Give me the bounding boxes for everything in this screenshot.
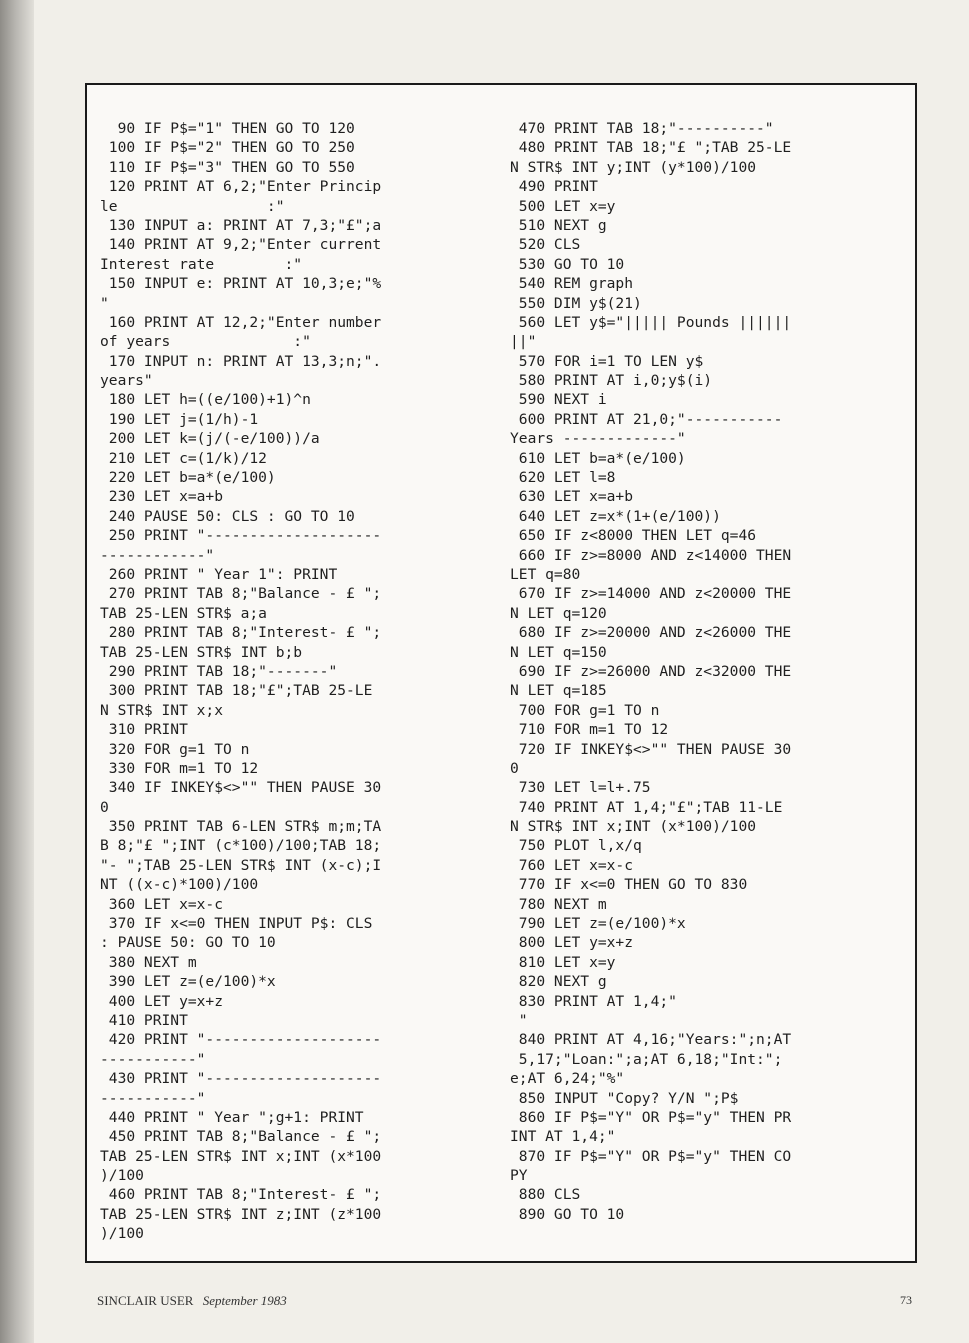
code-line: 200 LET k=(j/(-e/100))/a (100, 430, 320, 448)
code-line: 740 PRINT AT 1,4;"£";TAB 11-LE (510, 798, 783, 816)
code-line: TAB 25-LEN STR$ INT b;b (100, 643, 303, 661)
code-line: )/100 (100, 1167, 144, 1185)
code-line: 590 NEXT i (510, 391, 607, 409)
magazine-name: SINCLAIR USER (97, 1293, 194, 1308)
code-line: 530 GO TO 10 (510, 255, 625, 273)
code-line: 370 IF x<=0 THEN INPUT P$: CLS (100, 915, 373, 933)
code-line: 620 LET l=8 (510, 469, 616, 487)
code-line: 210 LET c=(1/k)/12 (100, 449, 267, 467)
code-line: ||" (510, 333, 537, 351)
code-line: 810 LET x=y (510, 953, 616, 971)
code-line: 600 PRINT AT 21,0;"----------- (510, 410, 783, 428)
code-line: 380 NEXT m (100, 953, 197, 971)
code-line: 310 PRINT (100, 721, 188, 739)
code-line: 300 PRINT TAB 18;"£";TAB 25-LE (100, 682, 373, 700)
code-line: 180 LET h=((e/100)+1)^n (100, 391, 311, 409)
code-line: )/100 (100, 1225, 144, 1243)
code-line: 250 PRINT "-------------------- (100, 527, 382, 545)
code-line: 890 GO TO 10 (510, 1205, 625, 1223)
code-line: 360 LET x=x-c (100, 895, 224, 913)
code-line: N LET q=150 (510, 643, 607, 661)
code-line: -----------" (100, 1089, 206, 1107)
code-line: ------------" (100, 546, 215, 564)
code-line: 580 PRINT AT i,0;y$(i) (510, 372, 713, 390)
code-line: 730 LET l=l+.75 (510, 779, 651, 797)
code-line: 150 INPUT e: PRINT AT 10,3;e;"% (100, 275, 382, 293)
page-footer (97, 1293, 287, 1309)
code-line: 650 IF z<8000 THEN LET q=46 (510, 527, 757, 545)
code-line: 400 LET y=x+z (100, 992, 224, 1010)
code-line: 0 (100, 798, 109, 816)
code-line: TAB 25-LEN STR$ INT x;INT (x*100 (100, 1147, 382, 1165)
code-line: 340 IF INKEY$<>"" THEN PAUSE 30 (100, 779, 382, 797)
page-gutter-shadow (0, 0, 34, 1343)
code-line: INT AT 1,4;" (510, 1128, 616, 1146)
code-line: 820 NEXT g (510, 973, 607, 991)
code-line: 760 LET x=x-c (510, 856, 634, 874)
code-line: 540 REM graph (510, 275, 634, 293)
code-line: 800 LET y=x+z (510, 934, 634, 952)
code-line: 420 PRINT "-------------------- (100, 1031, 382, 1049)
code-line: 640 LET z=x*(1+(e/100)) (510, 507, 721, 525)
code-line: 430 PRINT "-------------------- (100, 1070, 382, 1088)
code-line: years" (100, 372, 153, 390)
program-listing-box (85, 83, 917, 1263)
code-line: 850 INPUT "Copy? Y/N ";P$ (510, 1089, 739, 1107)
code-line: 720 IF INKEY$<>"" THEN PAUSE 30 (510, 740, 792, 758)
code-line: 790 LET z=(e/100)*x (510, 915, 686, 933)
code-line: 480 PRINT TAB 18;"£ ";TAB 25-LE (510, 139, 792, 157)
code-line: 270 PRINT TAB 8;"Balance - £ "; (100, 585, 382, 603)
code-line: 700 FOR g=1 TO n (510, 701, 660, 719)
code-line: 230 LET x=a+b (100, 488, 224, 506)
code-line: 840 PRINT AT 4,16;"Years:";n;AT (510, 1031, 792, 1049)
code-line: 610 LET b=a*(e/100) (510, 449, 686, 467)
code-line: 860 IF P$="Y" OR P$="y" THEN PR (510, 1108, 792, 1126)
code-line: 110 IF P$="3" THEN GO TO 550 (100, 158, 355, 176)
code-line: 440 PRINT " Year ";g+1: PRINT (100, 1108, 364, 1126)
code-line: 690 IF z>=26000 AND z<32000 THE (510, 662, 792, 680)
code-line: 830 PRINT AT 1,4;" (510, 992, 677, 1010)
code-line: 170 INPUT n: PRINT AT 13,3;n;". (100, 352, 382, 370)
code-line: 330 FOR m=1 TO 12 (100, 759, 259, 777)
code-line: 750 PLOT l,x/q (510, 837, 642, 855)
code-line: 880 CLS (510, 1186, 581, 1204)
code-line: TAB 25-LEN STR$ INT z;INT (z*100 (100, 1205, 382, 1223)
code-line: "- ";TAB 25-LEN STR$ INT (x-c);I (100, 856, 382, 874)
code-line: 350 PRINT TAB 6-LEN STR$ m;m;TA (100, 818, 382, 836)
listing-column-left (100, 119, 483, 1244)
code-line: 290 PRINT TAB 18;"-------" (100, 662, 338, 680)
code-line: N STR$ INT y;INT (y*100)/100 (510, 158, 757, 176)
code-line: 660 IF z>=8000 AND z<14000 THEN (510, 546, 792, 564)
code-line: 680 IF z>=20000 AND z<26000 THE (510, 624, 792, 642)
code-line: Interest rate :" (100, 255, 303, 273)
code-line: " (510, 1011, 528, 1029)
code-line: 0 (510, 759, 519, 777)
code-line: 630 LET x=a+b (510, 488, 634, 506)
page-number: 73 (900, 1293, 912, 1307)
code-line: 560 LET y$="||||| Pounds |||||| (510, 313, 792, 331)
code-line: 500 LET x=y (510, 197, 616, 215)
code-line: 510 NEXT g (510, 216, 607, 234)
issue-date: September 1983 (202, 1293, 287, 1308)
code-line: 220 LET b=a*(e/100) (100, 469, 276, 487)
listing-column-right (510, 119, 895, 1224)
code-line: 550 DIM y$(21) (510, 294, 642, 312)
code-line: 140 PRINT AT 9,2;"Enter current (100, 236, 382, 254)
code-line: 770 IF x<=0 THEN GO TO 830 (510, 876, 748, 894)
code-line: 280 PRINT TAB 8;"Interest- £ "; (100, 624, 382, 642)
code-line: 520 CLS (510, 236, 581, 254)
code-line: 240 PAUSE 50: CLS : GO TO 10 (100, 507, 355, 525)
code-line: 100 IF P$="2" THEN GO TO 250 (100, 139, 355, 157)
code-line: 320 FOR g=1 TO n (100, 740, 250, 758)
code-line: 450 PRINT TAB 8;"Balance - £ "; (100, 1128, 382, 1146)
code-line: 90 IF P$="1" THEN GO TO 120 (100, 120, 355, 137)
code-line: : PAUSE 50: GO TO 10 (100, 934, 276, 952)
code-line: TAB 25-LEN STR$ a;a (100, 604, 267, 622)
code-line: 5,17;"Loan:";a;AT 6,18;"Int:"; (510, 1050, 783, 1068)
code-line: 390 LET z=(e/100)*x (100, 973, 276, 991)
code-line: 190 LET j=(1/h)-1 (100, 410, 259, 428)
code-line: of years :" (100, 333, 311, 351)
code-line: 490 PRINT (510, 178, 598, 196)
code-line: 870 IF P$="Y" OR P$="y" THEN CO (510, 1147, 792, 1165)
code-line: 160 PRINT AT 12,2;"Enter number (100, 313, 382, 331)
code-line: Years -------------" (510, 430, 686, 448)
code-line: LET q=80 (510, 565, 581, 583)
code-line: NT ((x-c)*100)/100 (100, 876, 259, 894)
code-line: " (100, 294, 109, 312)
code-line: N STR$ INT x;INT (x*100)/100 (510, 818, 757, 836)
code-line: 710 FOR m=1 TO 12 (510, 721, 669, 739)
code-line: e;AT 6,24;"%" (510, 1070, 625, 1088)
code-line: 260 PRINT " Year 1": PRINT (100, 565, 338, 583)
code-line: 120 PRINT AT 6,2;"Enter Princip (100, 178, 382, 196)
code-line: 410 PRINT (100, 1011, 188, 1029)
code-line: B 8;"£ ";INT (c*100)/100;TAB 18; (100, 837, 382, 855)
code-line: 780 NEXT m (510, 895, 607, 913)
code-line: N LET q=120 (510, 604, 607, 622)
code-line: 670 IF z>=14000 AND z<20000 THE (510, 585, 792, 603)
code-line: le :" (100, 197, 285, 215)
code-line: PY (510, 1167, 528, 1185)
code-line: 460 PRINT TAB 8;"Interest- £ "; (100, 1186, 382, 1204)
code-line: N LET q=185 (510, 682, 607, 700)
code-line: N STR$ INT x;x (100, 701, 224, 719)
code-line: 470 PRINT TAB 18;"----------" (510, 120, 774, 137)
code-line: -----------" (100, 1050, 206, 1068)
code-line: 570 FOR i=1 TO LEN y$ (510, 352, 704, 370)
code-line: 130 INPUT a: PRINT AT 7,3;"£";a (100, 216, 382, 234)
